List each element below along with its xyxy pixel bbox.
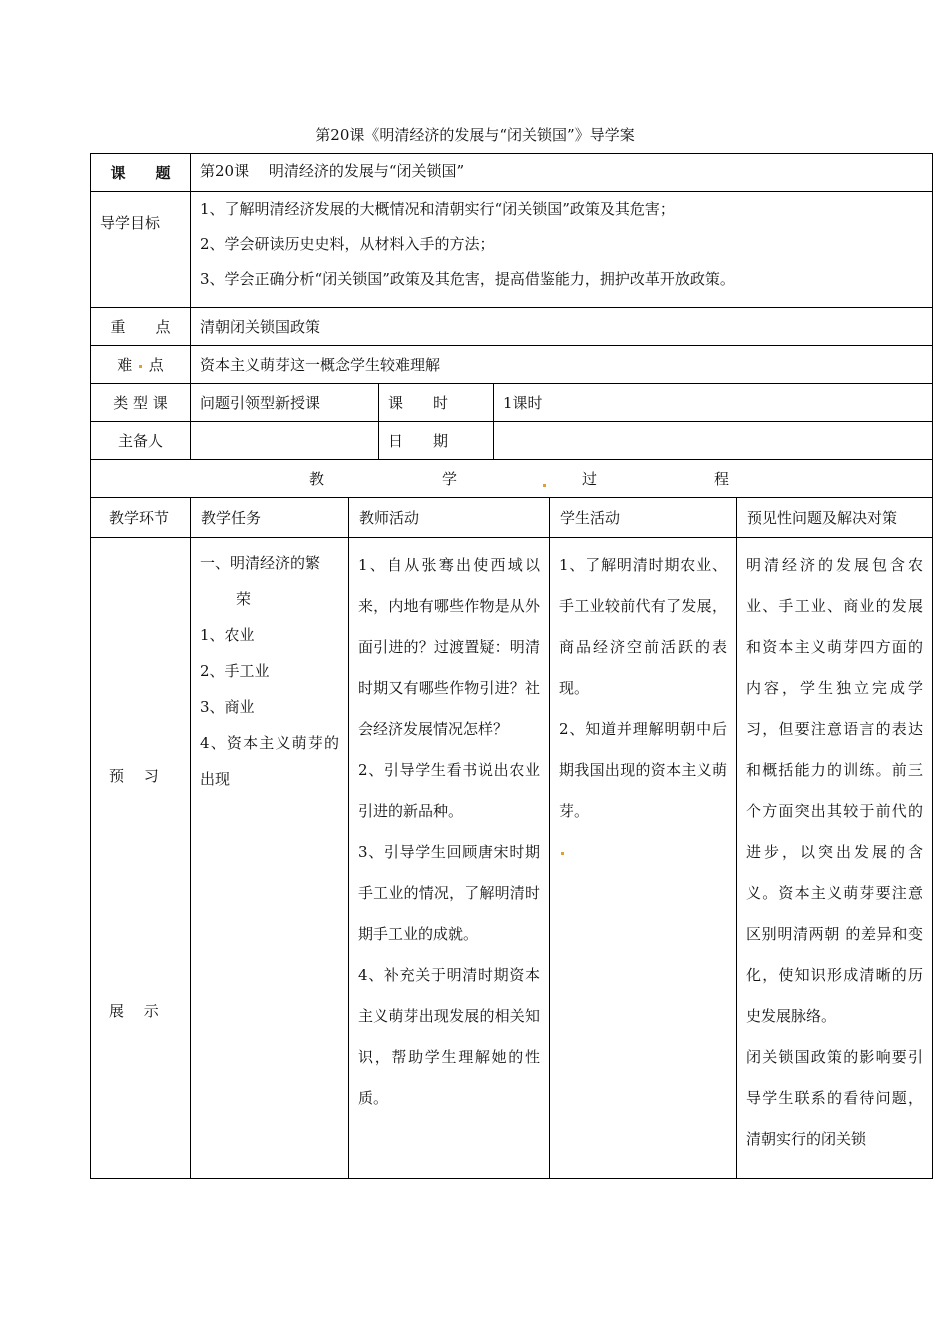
topic-value: 第20课 明清经济的发展与“闭关锁国” xyxy=(191,154,933,192)
goals-label: 导学目标 xyxy=(91,192,191,308)
teacher-activity: 2、引导学生看书说出农业引进的新品种。 xyxy=(358,761,540,820)
task-cell xyxy=(191,538,349,1179)
preparer-value xyxy=(191,422,379,460)
type-value: 问题引领型新授课 xyxy=(191,384,379,422)
stage-display: 展 示 xyxy=(109,1002,159,1020)
document-title: 第20课《明清经济的发展与“闭关锁国”》导学案 xyxy=(315,126,635,144)
key-value: 清朝闭关锁国政策 xyxy=(191,308,933,346)
difficult-value: 资本主义萌芽这一概念学生较难理解 xyxy=(191,346,933,384)
type-label: 类 型 课 xyxy=(91,384,191,422)
marker-dot xyxy=(543,484,546,487)
date-value xyxy=(494,422,933,460)
task-item: 2、手工业 xyxy=(200,662,270,680)
teacher-activity: 3、引导学生回顾唐宋时期手工业的情况，了解明清时期手工业的成就。 xyxy=(358,843,540,943)
topic-label: 课 题 xyxy=(91,154,191,192)
teacher-activity: 1、自从张骞出使西域以来，内地有哪些作物是从外面引进的？过渡置疑：明清时期又有哪些作物引进？社会经济发展情况怎样？ xyxy=(358,556,540,738)
task-item: 4、资本主义萌芽的出现 xyxy=(200,734,339,788)
goals-list xyxy=(191,192,933,308)
task-item: 1、农业 xyxy=(200,626,255,644)
key-label: 重 点 xyxy=(91,308,191,346)
student-activity: 2、知道并理解明朝中后期我国出现的资本主义萌芽。 xyxy=(559,720,727,820)
date-label: 日 期 xyxy=(379,422,494,460)
col-header-task: 教学任务 xyxy=(191,498,349,538)
task-heading: 一、明清经济的繁 xyxy=(200,554,321,572)
col-header-strategy: 预见性问题及解决对策 xyxy=(737,498,933,538)
process-header-char: 教 xyxy=(309,469,325,488)
strategy-text: 明清经济的发展包含农业、手工业、商业的发展和资本主义萌芽四方面的内容，学生独立完成学习，但要注意语言的表达和概括能力的训练。前三个方面突出其较于前代的进步，以突出发展的含义。资本主义萌芽要注意区别明清两朝 的差异和变化，使知识形成清晰的历史发展脉络。 xyxy=(746,556,923,1025)
marker-dot xyxy=(561,852,564,855)
difficult-label: 难 点 xyxy=(91,346,191,384)
stage-preview: 预 习 xyxy=(109,767,159,785)
task-item: 3、商业 xyxy=(200,698,255,716)
info-table xyxy=(90,153,933,498)
student-activity: 1、了解明清时期农业、手工业较前代有了发展，商品经济空前活跃的表现。 xyxy=(559,556,727,697)
process-header-char: 过 xyxy=(582,469,598,488)
col-header-stage: 教学环节 xyxy=(91,498,191,538)
col-header-teacher: 教师活动 xyxy=(349,498,550,538)
process-table xyxy=(90,497,933,1179)
process-header-char: 学 xyxy=(442,469,458,488)
col-header-student: 学生活动 xyxy=(550,498,737,538)
hours-value: 1课时 xyxy=(494,384,933,422)
student-cell xyxy=(550,538,737,1179)
goal-item: 3、学会正确分析“闭关锁国”政策及其危害，提高借鉴能力，拥护改革开放政策。 xyxy=(200,270,735,288)
preparer-label: 主备人 xyxy=(91,422,191,460)
teacher-activity: 4、补充关于明清时期资本主义萌芽出现发展的相关知识，帮助学生理解她的性质。 xyxy=(358,966,540,1107)
goal-item: 1、了解明清经济发展的大概情况和清朝实行“闭关锁国”政策及其危害； xyxy=(200,200,675,218)
strategy-text: 闭关锁国政策的影响要引导学生联系的看待问题，清朝实行的闭关锁 xyxy=(746,1048,923,1148)
teacher-cell xyxy=(349,538,550,1179)
strategy-cell xyxy=(737,538,933,1179)
process-header xyxy=(91,460,933,498)
goal-item: 2、学会研读历史史料，从材料入手的方法； xyxy=(200,235,495,253)
stage-cell xyxy=(91,538,191,1179)
process-header-char: 程 xyxy=(714,469,730,488)
hours-label: 课 时 xyxy=(379,384,494,422)
task-heading-cont: 荣 xyxy=(236,590,252,608)
marker-dot xyxy=(139,365,142,368)
